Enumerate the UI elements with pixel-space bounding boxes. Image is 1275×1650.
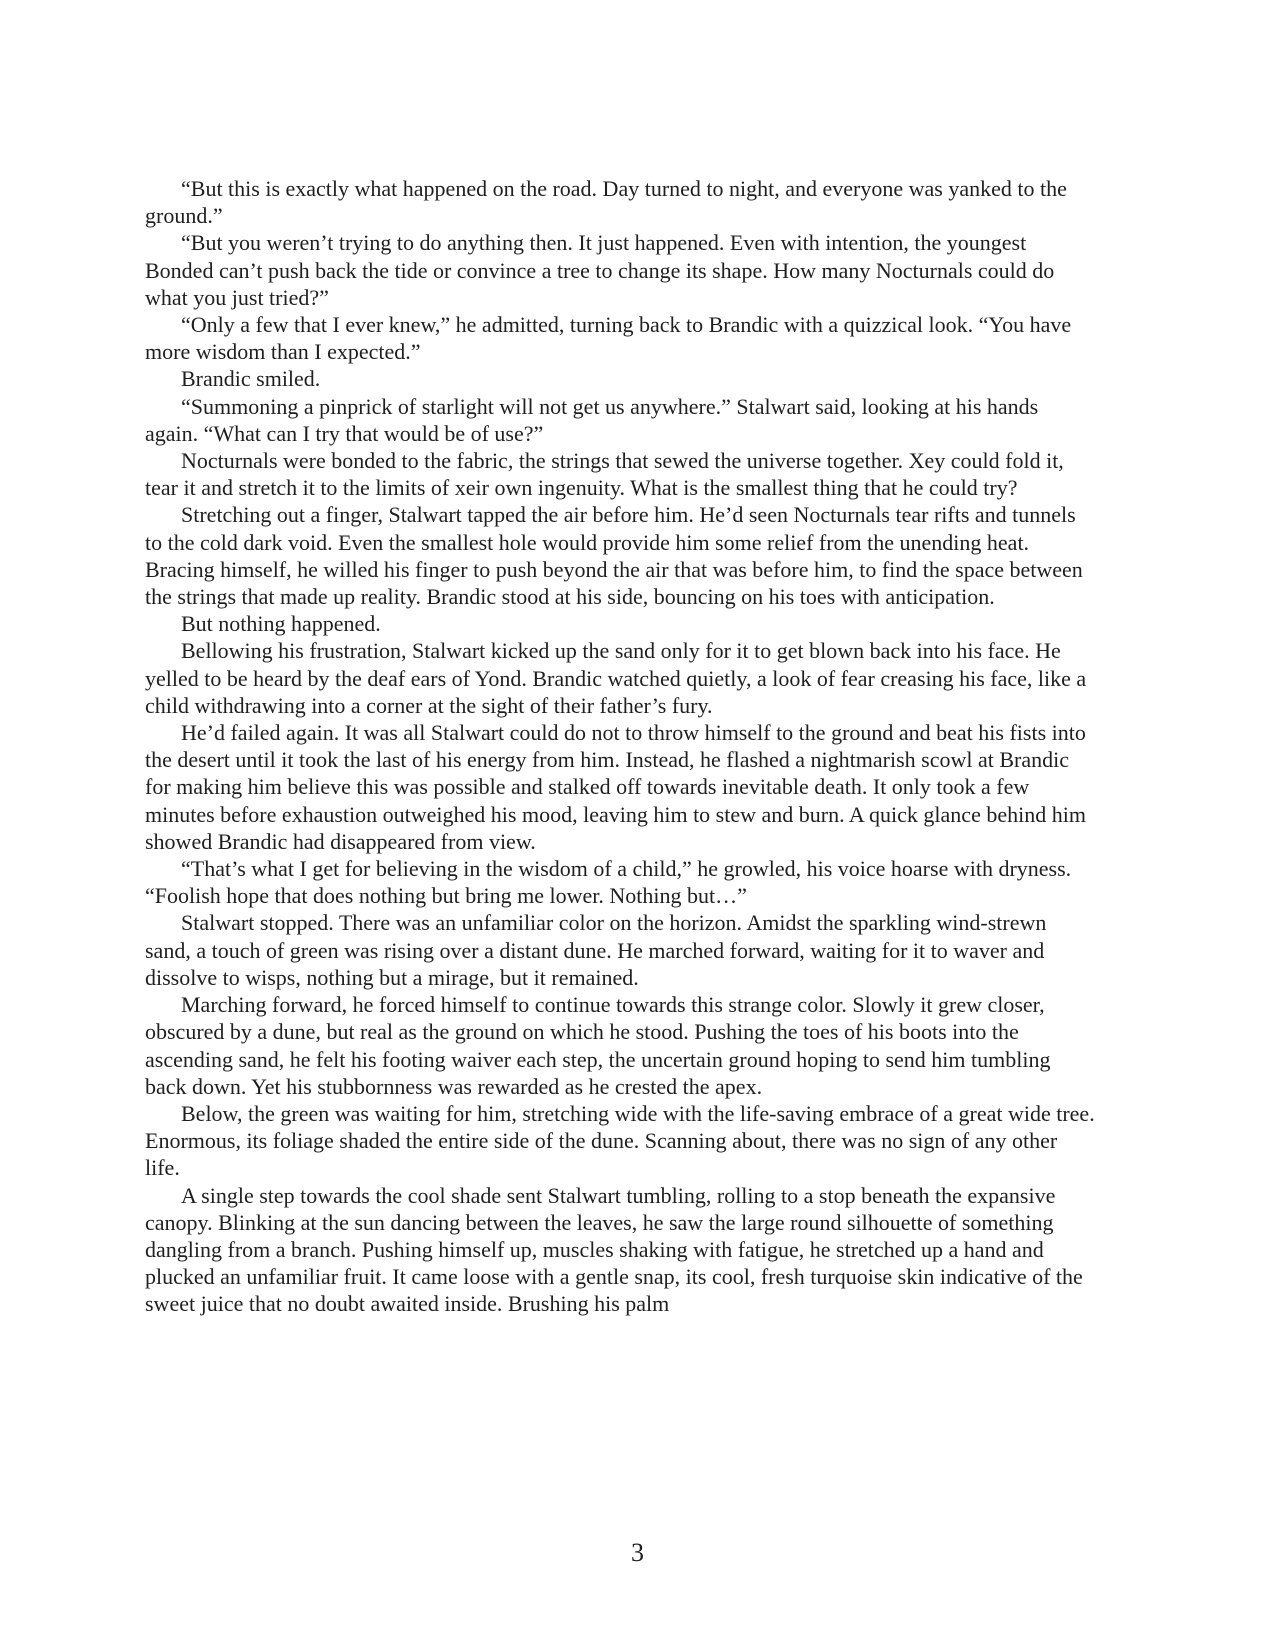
- paragraph: Brandic smiled.: [181, 366, 321, 392]
- paragraph: Nocturnals were bonded to the fabric, the strings that sewed the universe together. Xey could fold it, tear it and stretch it to the limits of xeir own ingenuity. What is the smallest thing that he could try?: [145, 448, 1064, 501]
- paragraph: But nothing happened.: [181, 611, 381, 637]
- page-number: 3: [631, 1538, 644, 1567]
- paragraph: Marching forward, he forced himself to continue towards this strange color. Slowly it grew closer, obscured by a dune, but real as the ground on which he stood. Pushing the toes of his boots into the ascending sand, he felt his footing waiver each step, the uncertain ground hoping to send him tumbling back down. Yet his stubbornness was rewarded as he crested the apex.: [145, 992, 1051, 1099]
- paragraph: “That’s what I get for believing in the wisdom of a child,” he growled, his voice hoarse with dryness. “Foolish hope that does nothing but bring me lower. Nothing but…”: [145, 856, 1072, 909]
- paragraph: Stalwart stopped. There was an unfamiliar color on the horizon. Amidst the sparkling wind-strewn sand, a touch of green was rising over a distant dune. He marched forward, waiting for it to waver and dissolve to wisps, nothing but a mirage, but it remained.: [145, 910, 1047, 990]
- paragraph: “Only a few that I ever knew,” he admitted, turning back to Brandic with a quizzical look. “You have more wisdom than I expected.”: [145, 312, 1072, 365]
- paragraph: A single step towards the cool shade sent Stalwart tumbling, rolling to a stop beneath the expansive canopy. Blinking at the sun dancing between the leaves, he saw the large round silhouette of something dangling from a branch. Pushing himself up, muscles shaking with fatigue, he stretched up a hand and plucked an unfamiliar fruit. It came loose with a gentle snap, its cool, fresh turquoise skin indicative of the sweet juice that no doubt awaited inside. Brushing his palm: [145, 1182, 1083, 1317]
- paragraph: Bellowing his frustration, Stalwart kicked up the sand only for it to get blown back into his face. He yelled to be heard by the deaf ears of Yond. Brandic watched quietly, a look of fear creasing his face, like a child withdrawing into a corner at the sight of their father’s fury.: [145, 638, 1087, 718]
- paragraph: He’d failed again. It was all Stalwart could do not to throw himself to the ground and beat his fists into the desert until it took the last of his energy from him. Instead, he flashed a nightmarish scowl at Brandic for making him believe this was possible and stalked off towards inevitable death. It only took a few minutes before exhaustion outweighed his mood, leaving him to stew and burn. A quick glance behind him showed Brandic had disappeared from view.: [145, 720, 1086, 854]
- paragraph: “But you weren’t trying to do anything then. It just happened. Even with intention, the youngest Bonded can’t push back the tide or convince a tree to change its shape. How many Nocturnals could do what you just tried?”: [145, 230, 1055, 310]
- paragraph: “But this is exactly what happened on the road. Day turned to night, and everyone was yanked to the ground.”: [145, 176, 1067, 229]
- paragraph: Below, the green was waiting for him, stretching wide with the life-saving embrace of a great wide tree. Enormous, its foliage shaded the entire side of the dune. Scanning about, there was no sign of any other life.: [145, 1100, 1095, 1181]
- paragraph: Stretching out a finger, Stalwart tapped the air before him. He’d seen Nocturnals tear rifts and tunnels to the cold dark void. Even the smallest hole would provide him some relief from the unending heat. Bracing himself, he willed his finger to push beyond the air that was before him, to find the space between the strings that made up reality. Brandic stood at his side, bouncing on his toes with anticipation.: [145, 502, 1083, 610]
- body-text: [145, 175, 1095, 1318]
- paragraph: “Summoning a pinprick of starlight will not get us anywhere.” Stalwart said, looking at his hands again. “What can I try that would be of use?”: [145, 393, 1039, 446]
